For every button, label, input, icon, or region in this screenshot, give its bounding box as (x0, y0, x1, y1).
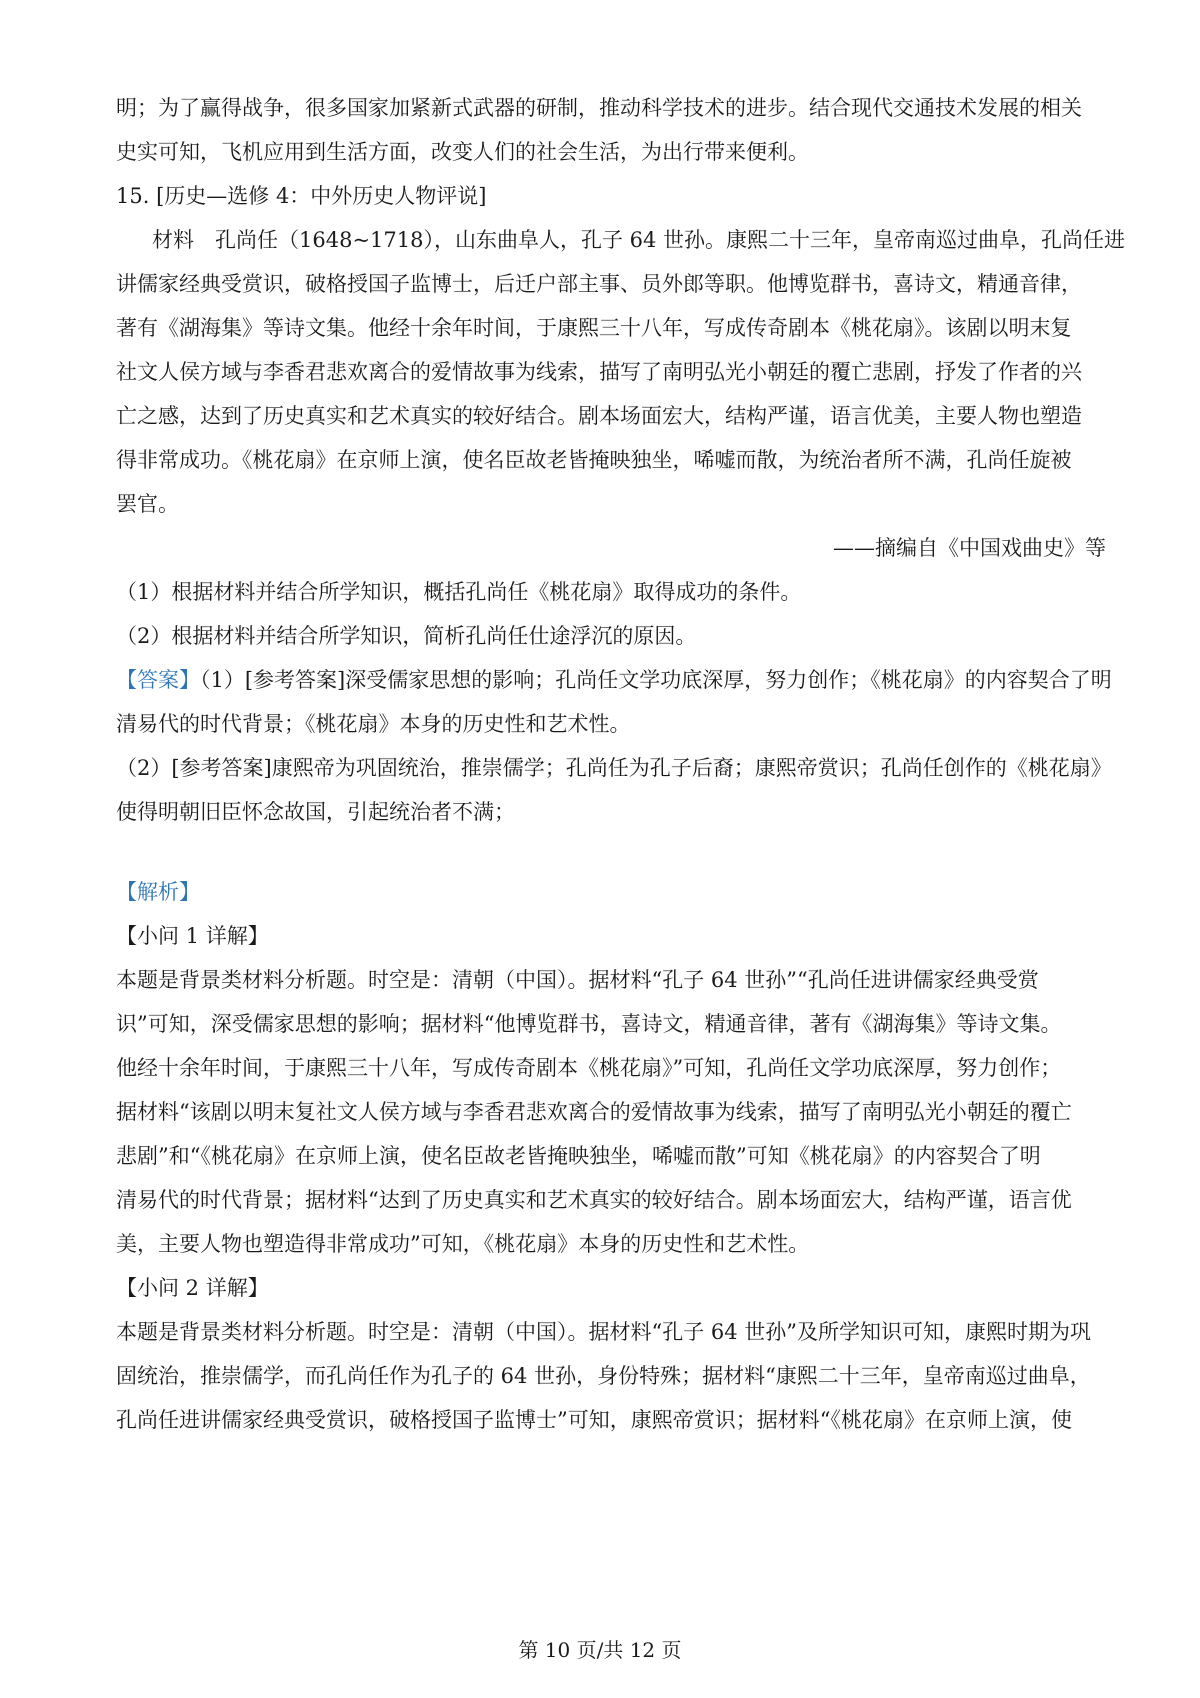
answer-1-text: （1）[参考答案]深受儒家思想的影响；孔尚任文学功底深厚，努力创作；《桃花扇》的内容契合了明 (200, 668, 1112, 692)
answer-2-line-2: 使得明朝旧臣怀念故国，引起统治者不满； (116, 800, 515, 824)
analysis-line: 美，主要人物也塑造得非常成功”可知，《桃花扇》本身的历史性和艺术性。 (116, 1232, 810, 1256)
analysis-line: 本题是背景类材料分析题。时空是：清朝（中国）。据材料“孔子 64 世孙”及所学知识可知，康熙时期为巩 (116, 1320, 1092, 1344)
material-line: 得非常成功。《桃花扇》在京师上演，使名臣故老皆掩映独坐，唏嘘而散，为统治者所不满，孔尚任旋被 (116, 448, 1072, 472)
material-line: 社文人侯方域与李香君悲欢离合的爱情故事为线索，描写了南明弘光小朝廷的覆亡悲剧，抒发了作者的兴 (116, 360, 1082, 384)
analysis-line: 清易代的时代背景；据材料“达到了历史真实和艺术真实的较好结合。剧本场面宏大，结构严谨，语言优 (116, 1188, 1072, 1212)
sub-question-1-heading: 【小问 1 详解】 (116, 924, 269, 948)
answer-1-line-2: 清易代的时代背景；《桃花扇》本身的历史性和艺术性。 (116, 712, 631, 736)
material-line: 讲儒家经典受赏识，破格授国子监博士，后迁户部主事、员外郎等职。他博览群书，喜诗文，精通音律， (116, 272, 1082, 296)
analysis-line: 悲剧”和“《桃花扇》在京师上演，使名臣故老皆掩映独坐，唏嘘而散”可知《桃花扇》的内容契合了明 (116, 1144, 1041, 1168)
answer-1-line-1 (116, 664, 1112, 696)
intro-line-1: 明；为了赢得战争，很多国家加紧新式武器的研制，推动科学技术的进步。结合现代交通技术发展的相关 (116, 96, 1082, 120)
answer-label: 【答案】 (116, 668, 200, 692)
question-heading: 15. [历史—选修 4：中外历史人物评说] (116, 184, 487, 208)
material-line: 著有《湖海集》等诗文集。他经十余年时间，于康熙三十八年，写成传奇剧本《桃花扇》。该剧以明末复 (116, 316, 1072, 340)
material-line: 亡之感，达到了历史真实和艺术真实的较好结合。剧本场面宏大，结构严谨，语言优美，主要人物也塑造 (116, 404, 1082, 428)
sub-question-1: （1）根据材料并结合所学知识，概括孔尚任《桃花扇》取得成功的条件。 (116, 580, 802, 604)
sub-question-2-heading: 【小问 2 详解】 (116, 1276, 269, 1300)
sub-question-2: （2）根据材料并结合所学知识，简析孔尚任仕途浮沉的原因。 (116, 624, 697, 648)
analysis-line: 孔尚任进讲儒家经典受赏识，破格授国子监博士”可知，康熙帝赏识；据材料“《桃花扇》在京师上演，使 (116, 1408, 1072, 1432)
analysis-line: 识”可知，深受儒家思想的影响；据材料“他博览群书，喜诗文，精通音律，著有《湖海集》等诗文集。 (116, 1012, 1062, 1036)
analysis-line: 他经十余年时间，于康熙三十八年，写成传奇剧本《桃花扇》”可知，孔尚任文学功底深厚，努力创作； (116, 1056, 1062, 1080)
material-source: ——摘编自《中国戏曲史》等 (833, 536, 1106, 560)
material-line: 材料 孔尚任（1648~1718），山东曲阜人，孔子 64 世孙。康熙二十三年，皇帝南巡过曲阜，孔尚任进 (152, 228, 1126, 252)
analysis-line: 本题是背景类材料分析题。时空是：清朝（中国）。据材料“孔子 64 世孙”“孔尚任进讲儒家经典受赏 (116, 968, 1039, 992)
analysis-line: 据材料“该剧以明末复社文人侯方域与李香君悲欢离合的爱情故事为线索，描写了南明弘光小朝廷的覆亡 (116, 1100, 1072, 1124)
analysis-label: 【解析】 (116, 880, 200, 904)
intro-line-2: 史实可知，飞机应用到生活方面，改变人们的社会生活，为出行带来便利。 (116, 140, 809, 164)
material-line: 罢官。 (116, 492, 179, 516)
answer-2-line-1: （2）[参考答案]康熙帝为巩固统治，推崇儒学；孔尚任为孔子后裔；康熙帝赏识；孔尚任创作的《桃花扇》 (116, 756, 1112, 780)
page-number: 第 10 页/共 12 页 (518, 1638, 682, 1662)
analysis-line: 固统治，推崇儒学，而孔尚任作为孔子的 64 世孙，身份特殊；据材料“康熙二十三年，皇帝南巡过曲阜， (116, 1364, 1091, 1388)
